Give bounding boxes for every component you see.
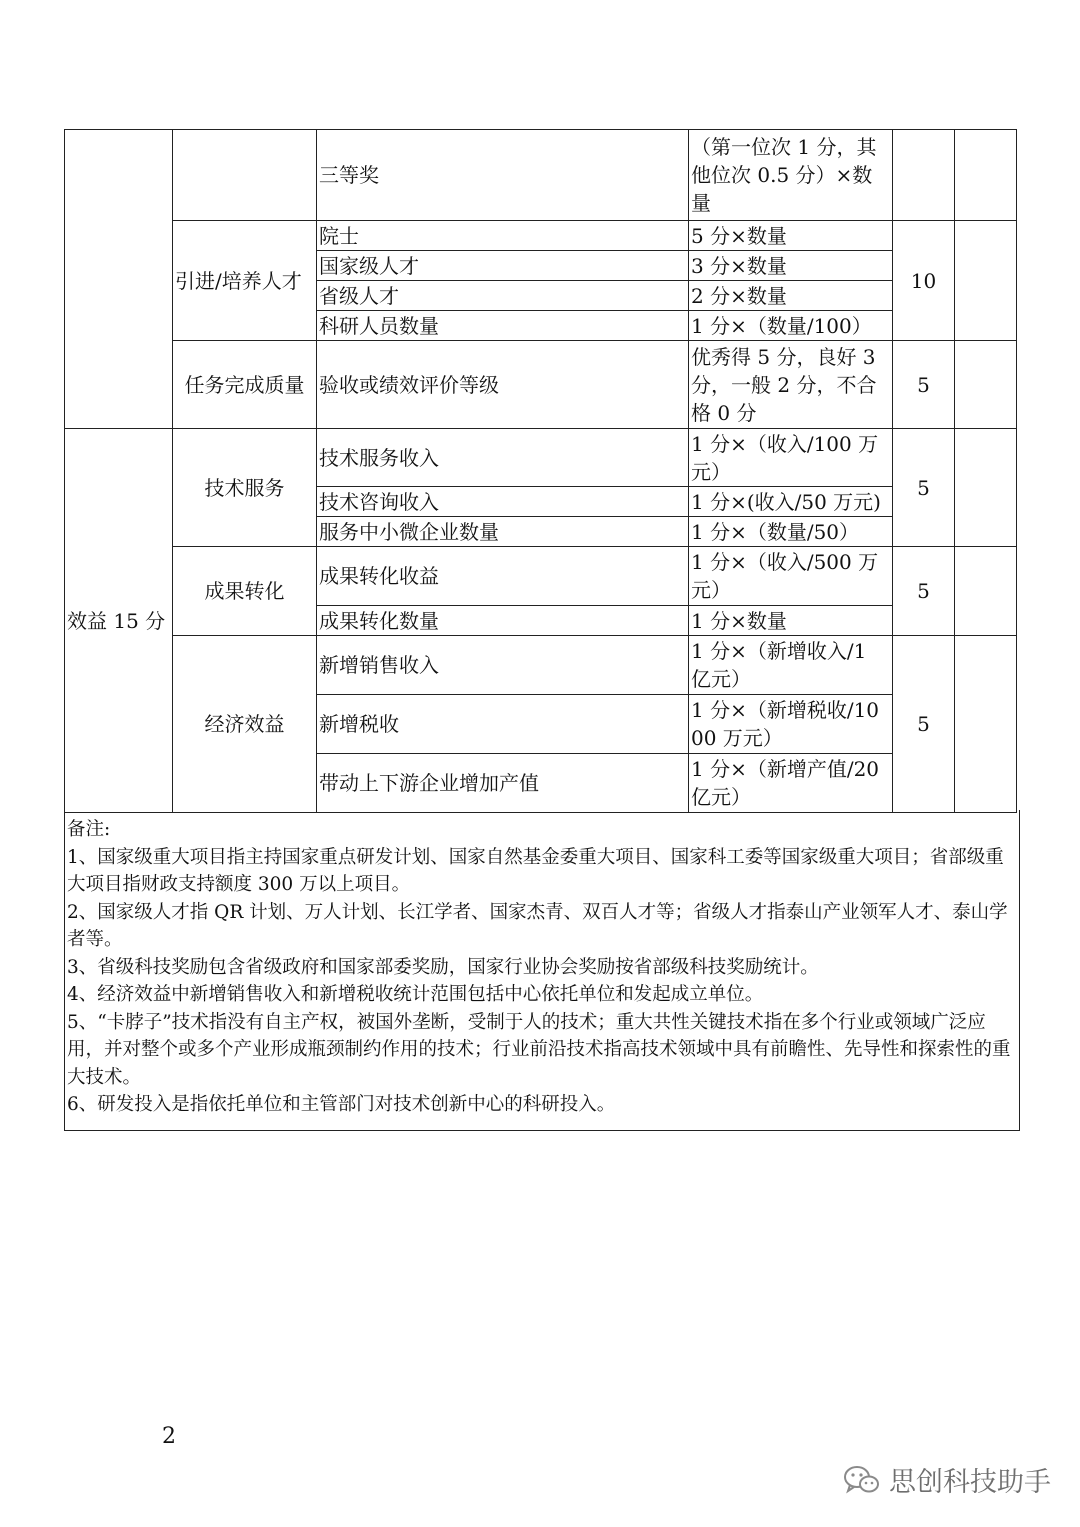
item-cell: 服务中小微企业数量 <box>317 517 689 547</box>
standard-cell: 1 分×（收入/100 万元） <box>689 429 893 487</box>
extra-cell <box>955 636 1017 813</box>
score-cell: 5 <box>893 341 955 429</box>
score-cell: 5 <box>893 429 955 547</box>
standard-cell: 1 分×（新增税收/1000 万元） <box>689 695 893 754</box>
item-cell: 新增税收 <box>317 695 689 754</box>
note-item: 3、省级科技奖励包含省级政府和国家部委奖励，国家行业协会奖励按省部级科技奖励统计。 <box>67 956 819 978</box>
note-item: 2、国家级人才指 QR 计划、万人计划、长江学者、国家杰青、双百人才等；省级人才指泰山产业领军人才、泰山学者等。 <box>67 901 1008 950</box>
table-row <box>65 221 1017 251</box>
standard-cell: 3 分×数量 <box>689 251 893 281</box>
item-cell: 院士 <box>317 221 689 251</box>
item-cell: 带动上下游企业增加产值 <box>317 754 689 813</box>
extra-cell <box>955 547 1017 636</box>
item-cell: 技术咨询收入 <box>317 487 689 517</box>
standard-cell: 1 分×（收入/500 万元） <box>689 547 893 606</box>
category-cell-continued <box>65 130 173 429</box>
page-number: 2 <box>162 1424 176 1449</box>
standard-cell: 1 分×数量 <box>689 606 893 636</box>
standard-cell: 5 分×数量 <box>689 221 893 251</box>
table-row <box>65 547 1017 606</box>
score-cell: 10 <box>893 221 955 341</box>
item-cell: 成果转化收益 <box>317 547 689 606</box>
item-cell: 新增销售收入 <box>317 636 689 695</box>
note-item: 4、经济效益中新增销售收入和新增税收统计范围包括中心依托单位和发起成立单位。 <box>67 984 764 1005</box>
subcategory-achievement: 成果转化 <box>173 547 317 636</box>
subcategory-tech-service: 技术服务 <box>173 429 317 547</box>
subcategory-talent: 引进/培养人才 <box>173 221 317 341</box>
subcategory-economic: 经济效益 <box>173 636 317 813</box>
extra-cell <box>955 341 1017 429</box>
extra-cell <box>955 221 1017 341</box>
note-item: 1、国家级重大项目指主持国家重点研发计划、国家自然基金委重大项目、国家科工委等国家级重大项目；省部级重大项目指财政支持额度 300 万以上项目。 <box>67 846 1004 895</box>
standard-cell: 2 分×数量 <box>689 281 893 311</box>
standard-cell: 1 分×（数量/50） <box>689 517 893 547</box>
watermark <box>843 1460 1051 1499</box>
notes-box <box>64 810 1020 1131</box>
table-row <box>65 636 1017 695</box>
subcategory-cell-continued <box>173 130 317 221</box>
table-row <box>65 130 1017 221</box>
item-cell: 国家级人才 <box>317 251 689 281</box>
item-cell: 成果转化数量 <box>317 606 689 636</box>
table-row <box>65 429 1017 487</box>
score-cell: 5 <box>893 547 955 636</box>
score-cell: 5 <box>893 636 955 813</box>
score-cell <box>893 130 955 221</box>
evaluation-table <box>64 129 1017 813</box>
item-cell: 省级人才 <box>317 281 689 311</box>
standard-cell: 1 分×（新增收入/1 亿元） <box>689 636 893 695</box>
subcategory-task-quality: 任务完成质量 <box>173 341 317 429</box>
watermark-text: 思创科技助手 <box>889 1467 1051 1498</box>
note-item: 5、“卡脖子”技术指没有自主产权，被国外垄断，受制于人的技术；重大共性关键技术指在多个行业或领域广泛应用，并对整个或多个产业形成瓶颈制约作用的技术；行业前沿技术指高技术领域中具有前瞻性、先导性和探索性的重大技术。 <box>67 1011 1011 1088</box>
item-cell: 技术服务收入 <box>317 429 689 487</box>
item-cell: 验收或绩效评价等级 <box>317 341 689 429</box>
notes-title: 备注: <box>67 819 111 840</box>
standard-cell: 1 分×（数量/100） <box>689 311 893 341</box>
note-item: 6、研发投入是指依托单位和主管部门对技术创新中心的科研投入。 <box>67 1094 616 1115</box>
standard-cell: （第一位次 1 分，其他位次 0.5 分）×数量 <box>689 130 893 221</box>
standard-cell: 1 分×(收入/50 万元) <box>689 487 893 517</box>
extra-cell <box>955 130 1017 221</box>
category-benefit: 效益 15 分 <box>65 429 173 813</box>
standard-cell: 优秀得 5 分，良好 3 分，一般 2 分，不合格 0 分 <box>689 341 893 429</box>
table-row <box>65 341 1017 429</box>
wechat-icon <box>843 1464 881 1496</box>
extra-cell <box>955 429 1017 547</box>
item-cell: 科研人员数量 <box>317 311 689 341</box>
item-cell: 三等奖 <box>317 130 689 221</box>
standard-cell: 1 分×（新增产值/20 亿元） <box>689 754 893 813</box>
